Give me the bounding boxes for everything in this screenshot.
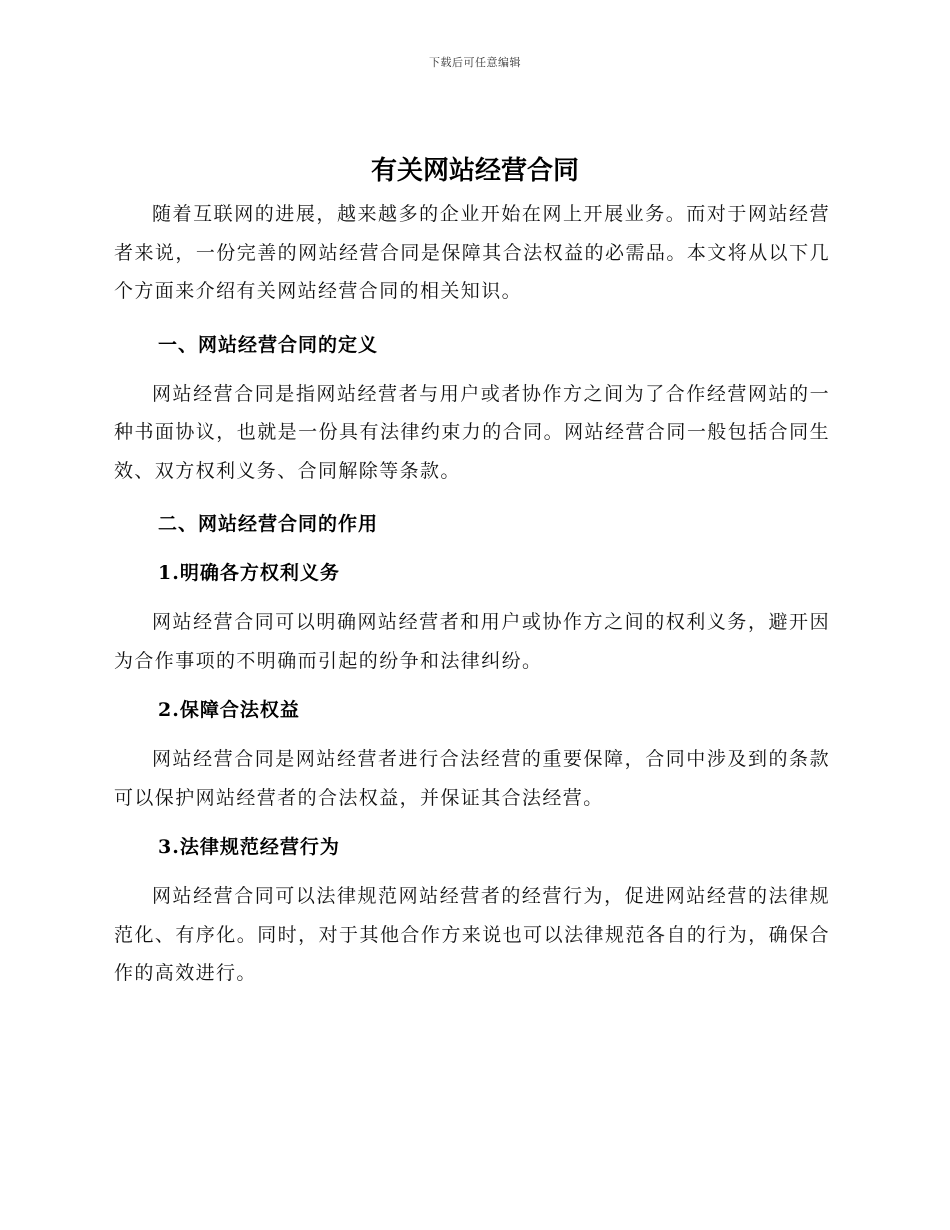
regulate-conduct-paragraph: 网站经营合同可以法律规范网站经营者的经营行为，促进网站经营的法律规范化、有序化。同时，对于其他合作方来说也可以法律规范各自的行为，确保合作的高效进行。: [114, 885, 830, 984]
document-title: 有关网站经营合同: [370, 156, 579, 186]
document-body: [114, 195, 830, 993]
subheading-regulate-conduct: 3.法律规范经营行为: [158, 836, 340, 858]
intro-paragraph: 随着互联网的进展，越来越多的企业开始在网上开展业务。而对于网站经营者来说，一份完善的网站经营合同是保障其合法权益的必需品。本文将从以下几个方面来介绍有关网站经营合同的相关知识。: [114, 203, 830, 302]
definition-paragraph: 网站经营合同是指网站经营者与用户或者协作方之间为了合作经营网站的一种书面协议，也就是一份具有法律约束力的合同。网站经营合同一般包括合同生效、双方权利义务、合同解除等条款。: [114, 382, 830, 482]
subheading-rights-obligations: 1.明确各方权利义务: [158, 562, 340, 584]
rights-obligations-paragraph: 网站经营合同可以明确网站经营者和用户或协作方之间的权利义务，避开因为合作事项的不明确而引起的纷争和法律纠纷。: [114, 611, 830, 672]
subheading-legal-rights: 2.保障合法权益: [158, 699, 300, 721]
section-heading-purpose: 二、网站经营合同的作用: [158, 513, 379, 535]
section-heading-definition: 一、网站经营合同的定义: [158, 333, 379, 356]
legal-rights-paragraph: 网站经营合同是网站经营者进行合法经营的重要保障，合同中涉及到的条款可以保护网站经营者的合法权益，并保证其合法经营。: [114, 748, 830, 809]
header-note: 下载后可任意编辑: [429, 56, 521, 69]
